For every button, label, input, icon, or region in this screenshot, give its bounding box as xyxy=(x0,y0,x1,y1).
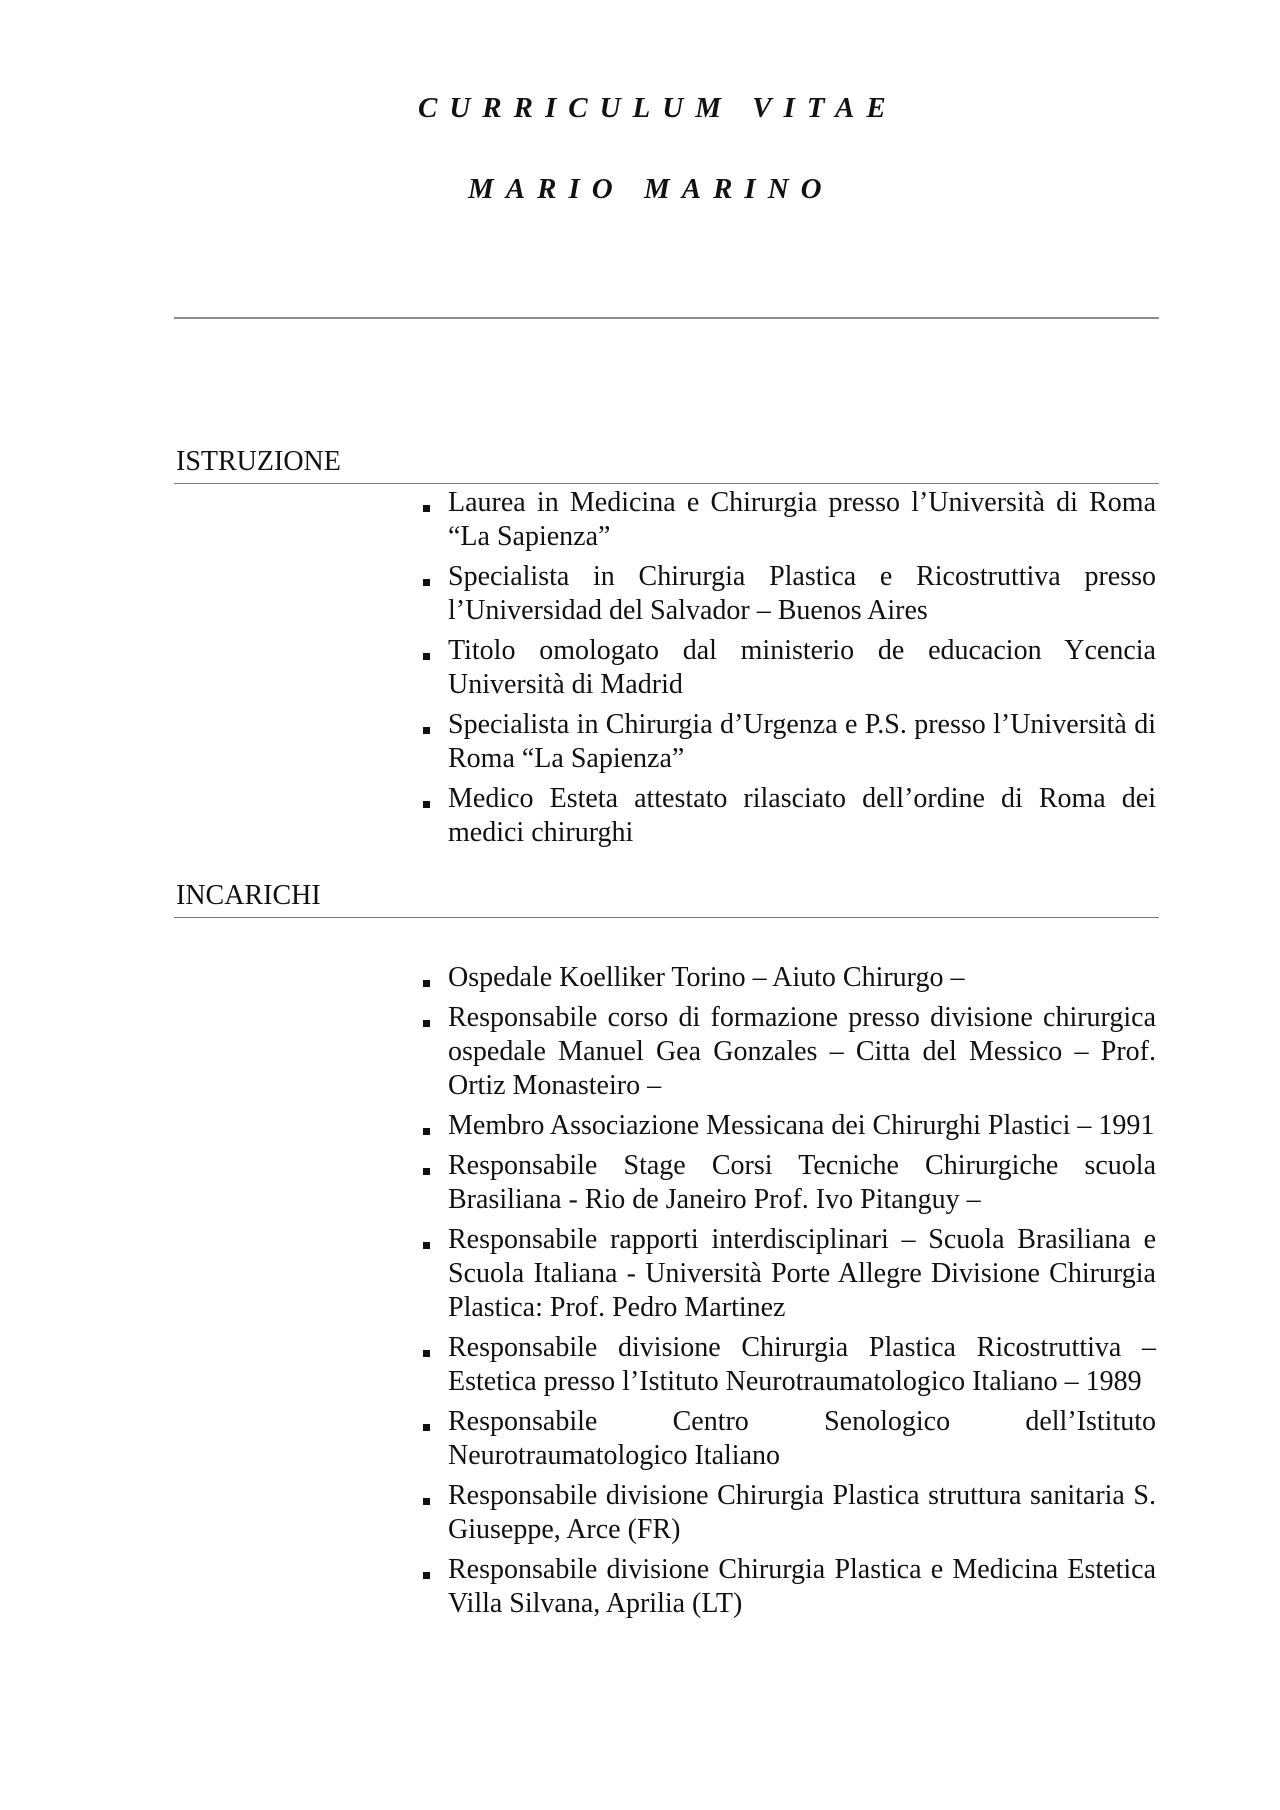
list-item-text: Responsabile divisione Chirurgia Plastica e Medicina Estetica Villa Silvana, Aprilia (LT) xyxy=(448,1554,1156,1619)
bullet-icon xyxy=(423,579,430,586)
document-title: CURRICULUM VITAE xyxy=(418,92,898,124)
incarichi-list xyxy=(420,961,1156,1627)
list-item-text: Responsabile Stage Corsi Tecniche Chirurgiche scuola Brasiliana - Rio de Janeiro Prof. Ivo Pitanguy – xyxy=(448,1150,1156,1215)
list-item xyxy=(420,1001,1156,1103)
bullet-icon xyxy=(423,1020,430,1027)
list-item-text: Specialista in Chirurgia d’Urgenza e P.S. presso l’Università di Roma “La Sapienza” xyxy=(448,709,1156,774)
list-item-text: Responsabile divisione Chirurgia Plastica struttura sanitaria S. Giuseppe, Arce (FR) xyxy=(448,1480,1156,1545)
bullet-icon xyxy=(423,505,430,512)
list-item-text: Responsabile divisione Chirurgia Plastica Ricostruttiva – Estetica presso l’Istituto Neurotraumatologico Italiano – 1989 xyxy=(448,1332,1156,1397)
section-heading-incarichi: INCARICHI xyxy=(176,880,321,911)
list-item xyxy=(420,708,1156,776)
bullet-icon xyxy=(423,1498,430,1505)
list-item-text: Responsabile corso di formazione presso divisione chirurgica ospedale Manuel Gea Gonzales – Citta del Messico – Prof. Ortiz Monasteiro – xyxy=(448,1002,1156,1101)
list-item-text: Ospedale Koelliker Torino – Aiuto Chirurgo – xyxy=(448,962,965,993)
bullet-icon xyxy=(423,1350,430,1357)
list-item-text: Medico Esteta attestato rilasciato dell’ordine di Roma dei medici chirurghi xyxy=(448,783,1156,848)
list-item xyxy=(420,486,1156,554)
list-item xyxy=(420,961,1156,995)
list-item xyxy=(420,1149,1156,1217)
istruzione-list xyxy=(420,486,1156,856)
bullet-icon xyxy=(423,1242,430,1249)
list-item-text: Laurea in Medicina e Chirurgia presso l’Università di Roma “La Sapienza” xyxy=(448,487,1156,552)
person-name: MARIO MARINO xyxy=(468,173,834,205)
bullet-icon xyxy=(423,1424,430,1431)
bullet-icon xyxy=(423,1572,430,1579)
list-item-text: Titolo omologato dal ministerio de educacion Ycencia Università di Madrid xyxy=(448,635,1156,700)
bullet-icon xyxy=(423,980,430,987)
section-heading-istruzione: ISTRUZIONE xyxy=(176,446,341,477)
list-item xyxy=(420,634,1156,702)
bullet-icon xyxy=(423,1168,430,1175)
list-item xyxy=(420,1405,1156,1473)
bullet-icon xyxy=(423,1128,430,1135)
list-item xyxy=(420,1331,1156,1399)
list-item-text: Specialista in Chirurgia Plastica e Ricostruttiva presso l’Universidad del Salvador – Buenos Aires xyxy=(448,561,1156,626)
list-item-text: Responsabile rapporti interdisciplinari – Scuola Brasiliana e Scuola Italiana - Università Porte Allegre Divisione Chirurgia Plastica: Prof. Pedro Martinez xyxy=(448,1224,1156,1323)
list-item xyxy=(420,782,1156,850)
list-item xyxy=(420,560,1156,628)
header-divider xyxy=(174,317,1159,319)
section-divider-incarichi xyxy=(174,917,1159,918)
bullet-icon xyxy=(423,727,430,734)
list-item xyxy=(420,1479,1156,1547)
list-item xyxy=(420,1109,1156,1143)
bullet-icon xyxy=(423,653,430,660)
list-item xyxy=(420,1223,1156,1325)
bullet-icon xyxy=(423,801,430,808)
list-item xyxy=(420,1553,1156,1621)
list-item-text: Membro Associazione Messicana dei Chirurghi Plastici – 1991 xyxy=(448,1110,1155,1141)
section-divider-istruzione xyxy=(174,483,1159,484)
list-item-text: Responsabile Centro Senologico dell’Istituto Neurotraumatologico Italiano xyxy=(448,1406,1156,1471)
